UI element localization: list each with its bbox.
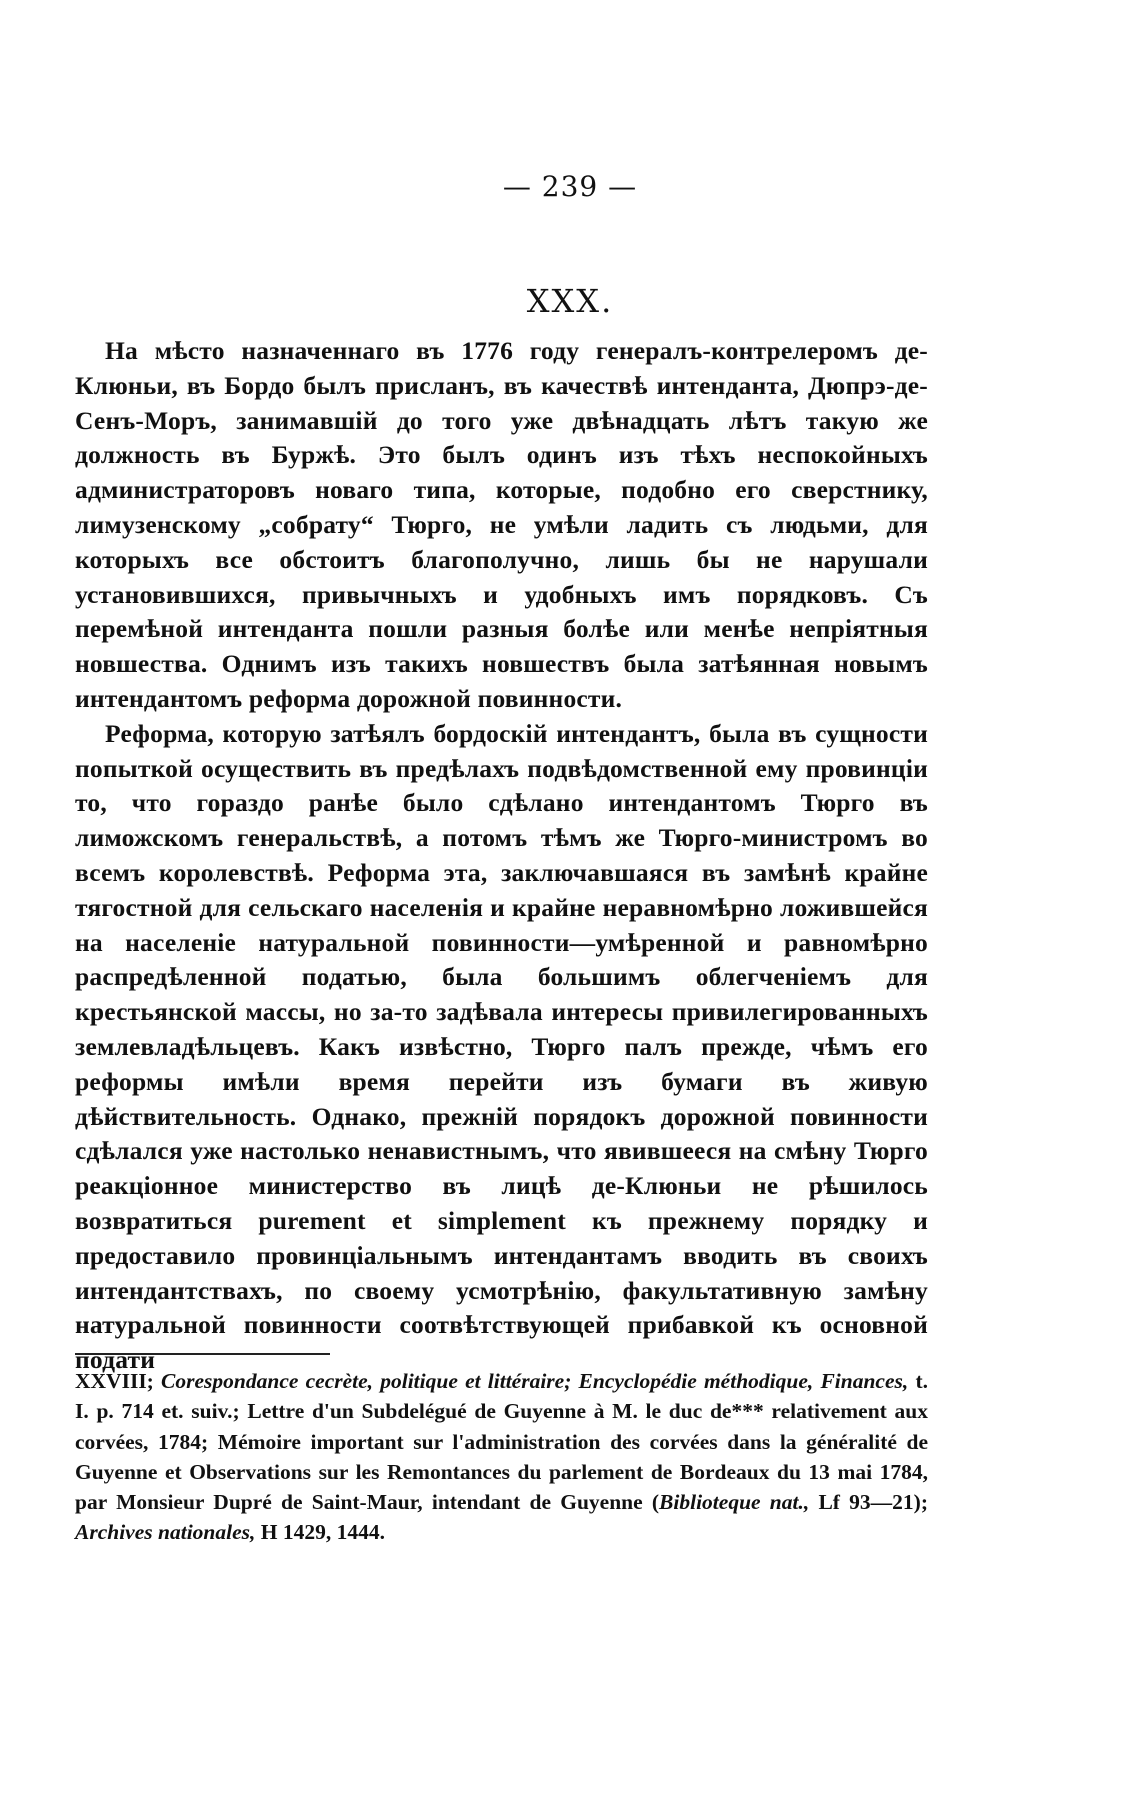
paragraph-2: Реформа, которую затѣялъ бордоскій интендантъ, была въ сущности попыткой осуществить въ предѣлахъ подвѣдомственной ему провинціи то, что гораздо ранѣе было сдѣлано интендантомъ Тюрго въ лиможскомъ генеральствѣ, а потомъ тѣмъ же Тюрго-министромъ во всемъ королевствѣ. Реформа эта, заключавшаяся въ замѣнѣ крайне тягостной для сельскаго населенія и крайне неравномѣрно ложившейся на населеніе натуральной повинности—умѣренной и равномѣрно распредѣленной податью, была большимъ облегченіемъ для крестьянской массы, но за-то задѣвала интересы привилегированныхъ землевладѣльцевъ. Какъ извѣстно, Тюрго палъ прежде, чѣмъ его реформы имѣли время перейти изъ бумаги въ живую дѣйствительность. Однако, прежній порядокъ дорожной повинности сдѣлался уже настолько ненавистнымъ, что явившееся на смѣну Тюрго реакціонное министерство въ лицѣ де-Клюньи не рѣшилось возвратиться purement et simplement къ прежнему порядку и предоставило провинціальнымъ интендантамъ вводить въ своихъ интендантствахъ, по своему усмотрѣнію, факультативную замѣну натуральной повинности соотвѣтствующей прибавкой къ основной подати <box>75 718 928 1375</box>
footnote-shelfmark: Lf 93—21); <box>809 1490 928 1515</box>
footnote-text <box>75 1366 928 1548</box>
paragraph-1: На мѣсто назначеннаго въ 1776 году генералъ-контрелеромъ де-Клюньи, въ Бордо былъ присланъ, въ качествѣ интенданта, Дюпрэ-де-Сенъ-Моръ, занимавшій до того уже двѣнадцать лѣтъ такую же должность въ Буржѣ. Это былъ одинъ изъ тѣхъ неспокойныхъ администраторовъ новаго типа, которые, подобно его сверстнику, лимузенскому „собрату“ Тюрго, не умѣли ладить съ людьми, для которыхъ все обстоитъ благополучно, лишь бы не нарушали установившихся, привычныхъ и удобныхъ имъ порядковъ. Съ перемѣной интенданта пошли разныя болѣе или менѣе непріятныя новшества. Однимъ изъ такихъ новшествъ была затѣянная новымъ интендантомъ реформа дорожной повинности. <box>75 336 928 713</box>
main-text <box>75 334 928 1378</box>
page-number: — 239 — <box>502 170 638 203</box>
footnote-ref: XXVIII; <box>75 1369 162 1393</box>
footnote-archive-ref: H 1429, 1444. <box>255 1520 385 1545</box>
footnote-archives: Archives nationales, <box>75 1520 256 1545</box>
footnote-source-title: Corespondance cecrète, politique et littéraire; Encyclopédie méthodique, Finances, <box>161 1369 909 1393</box>
footnote-library: Biblioteque nat., <box>659 1490 810 1515</box>
footnote-divider <box>75 1353 330 1355</box>
footnote-sources: t. I. p. 714 et. suiv.; Lettre d'un Subdelégué de Guyenne à M. le duc de*** relativement aux corvées, 1784; Mémoire important sur l'administration des corvées dans la généralité de Guyenne et Observations sur les Remontances du parlement de Bordeaux du 13 mai 1784, par Monsieur Dupré de Saint-Maur, intendant de Guyenne ( <box>75 1369 928 1515</box>
chapter-heading: XXX. <box>526 282 614 320</box>
footnote <box>75 1366 928 1548</box>
